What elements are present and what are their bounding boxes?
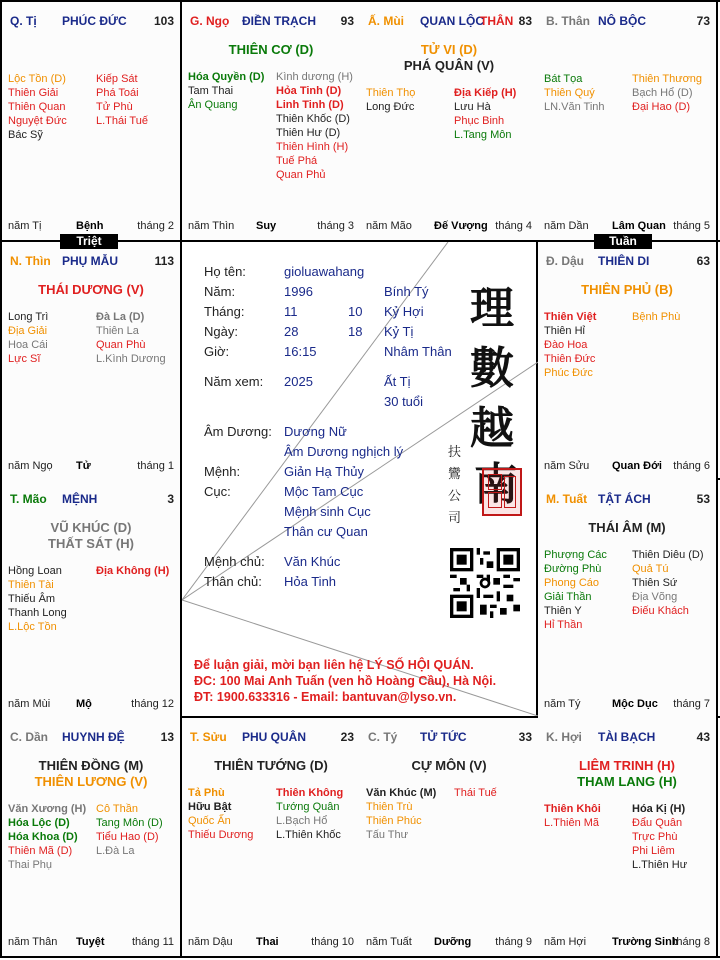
minor-star: L.Thiên Khốc	[276, 829, 341, 841]
palace-stage: Mộ	[76, 698, 92, 710]
minor-star: Hỏa Tinh (D)	[276, 85, 342, 97]
than-chu-label: Thân chủ:	[204, 574, 262, 589]
year-value: 1996	[284, 284, 313, 299]
palace-age: 113	[154, 254, 174, 268]
minor-star: Đại Hao (D)	[632, 101, 691, 113]
minor-star: Địa Võng	[632, 591, 678, 603]
minor-star: Phá Toái	[96, 87, 139, 99]
palace-name: PHÚC ĐỨC	[62, 14, 127, 28]
day-value: 28	[284, 324, 299, 339]
minor-star: Địa Giải	[8, 325, 48, 337]
minor-star: Ân Quang	[188, 99, 238, 111]
minor-star: Đào Hoa	[544, 339, 588, 351]
minor-star: L.Bạch Hổ	[276, 815, 328, 827]
menh-value: Giản Hạ Thủy	[284, 464, 364, 479]
palace-mao[interactable]	[2, 480, 180, 718]
palace-year: năm Thân	[8, 936, 58, 948]
palace-age: 33	[518, 730, 532, 744]
minor-star: Thiên Sứ	[632, 577, 678, 589]
minor-star: Hồng Loan	[8, 565, 62, 577]
minor-stars-right	[96, 72, 180, 128]
palace-ngo[interactable]	[182, 2, 360, 240]
palace-footer	[544, 936, 710, 948]
minor-star: L.Đà La	[96, 845, 135, 857]
palace-stage: Trường Sinh	[612, 936, 679, 948]
palace-position: Đ. Dậu	[546, 254, 585, 268]
palace-dan[interactable]	[2, 718, 180, 956]
day-can: Kỷ Tị	[384, 324, 414, 339]
minor-star: Tử Phù	[96, 101, 133, 113]
minor-star: Thiên Diêu (D)	[632, 549, 704, 561]
main-star: THÁI ÂM (M)	[588, 520, 666, 535]
palace-age: 93	[340, 14, 354, 28]
minor-star: Thiếu Âm	[8, 593, 56, 605]
minor-star: L.Thiên Hư	[632, 859, 688, 871]
minor-stars-right	[96, 564, 180, 578]
palace-name: MỆNH	[62, 492, 98, 506]
minor-star: Thiên Quan	[8, 101, 66, 113]
palace-ty[interactable]	[360, 718, 538, 956]
palace-stage: Quan Đới	[612, 460, 662, 472]
qr-code-icon[interactable]	[450, 548, 520, 618]
minor-stars-left	[544, 72, 632, 114]
palace-footer	[188, 936, 354, 948]
main-stars	[182, 42, 360, 58]
calligraphy-char: 數	[470, 343, 514, 394]
minor-star: Hóa Quyền (D)	[188, 71, 265, 83]
minor-stars-left	[8, 564, 96, 634]
palace-footer	[544, 698, 710, 710]
minor-star: Quốc Ấn	[188, 815, 231, 827]
main-star: THIÊN PHỦ (B)	[581, 282, 673, 297]
palace-position: C. Dần	[10, 730, 49, 744]
main-stars	[2, 282, 180, 298]
palace-stage: Lâm Quan	[612, 220, 666, 232]
palace-age: 63	[696, 254, 710, 268]
minor-star: Thiên Trù	[366, 801, 413, 813]
palace-position: G. Ngọ	[190, 14, 230, 28]
minor-star: Văn Xương (H)	[8, 803, 87, 815]
minor-stars-right	[454, 786, 538, 800]
palace-age: 43	[696, 730, 710, 744]
minor-star: Quả Tú	[632, 563, 669, 575]
palace-position: T. Sửu	[190, 730, 227, 744]
grid-line	[716, 0, 718, 958]
palace-age: 53	[696, 492, 710, 506]
tuan-tag: Tuần	[594, 234, 652, 249]
palace-hoi[interactable]	[538, 718, 716, 956]
contact-line-2: ĐC: 100 Mai Anh Tuấn (ven hồ Hoàng Cầu), Hà Nội.	[194, 674, 497, 688]
palace-position: Q. Tị	[10, 14, 37, 28]
year-label: Năm:	[204, 284, 236, 299]
palace-footer	[366, 936, 532, 948]
main-star: PHÁ QUÂN (V)	[403, 58, 495, 73]
than-tag: THÂN	[480, 14, 514, 28]
minor-star: Địa Kiếp (H)	[454, 87, 517, 99]
palace-position: T. Mão	[10, 492, 47, 506]
minor-stars-left	[8, 802, 96, 872]
palace-year: năm Dần	[544, 220, 589, 232]
palace-month: tháng 1	[137, 460, 174, 472]
minor-star: Thiên Khôi	[544, 803, 601, 815]
minor-stars-right	[96, 802, 180, 858]
month-label: Tháng:	[204, 304, 245, 319]
minor-star: Phục Binh	[454, 115, 505, 127]
minor-star: Tang Môn (D)	[96, 817, 163, 829]
palace-month: tháng 4	[495, 220, 532, 232]
palace-age: 83	[518, 14, 532, 28]
main-stars	[2, 520, 180, 552]
palace-name: THIÊN DI	[598, 254, 650, 268]
palace-stage: Suy	[256, 220, 277, 232]
minor-star: Bệnh Phù	[632, 311, 681, 323]
minor-star: Phong Cáo	[544, 577, 600, 589]
minor-stars-left	[544, 548, 632, 632]
main-star: THAM LANG (H)	[577, 774, 677, 789]
amduong-label: Âm Dương:	[204, 424, 272, 439]
minor-star: Đà La (D)	[96, 311, 145, 323]
minor-star: Thiếu Dương	[188, 829, 254, 841]
palace-footer	[8, 460, 174, 472]
palace-year: năm Hợi	[544, 936, 587, 948]
minor-star: Phượng Các	[544, 549, 607, 561]
palace-footer	[8, 220, 174, 232]
minor-star: Thiên Hình (H)	[276, 141, 349, 153]
minor-stars-left	[366, 786, 454, 842]
palace-suu[interactable]	[182, 718, 360, 956]
palace-stage: Mộc Dục	[612, 698, 658, 710]
palace-footer	[544, 460, 710, 472]
minor-star: Thiên Mã (D)	[8, 845, 73, 857]
hour-label: Giờ:	[204, 344, 230, 359]
minor-star: L.Thiên Mã	[544, 817, 600, 829]
palace-name: TẬT ÁCH	[598, 492, 651, 506]
minor-star: Quan Phủ	[276, 169, 326, 181]
center-info-panel	[182, 242, 538, 716]
minor-stars-left	[8, 310, 96, 366]
seal-stamp-icon	[482, 468, 522, 516]
minor-star: Hóa Lộc (D)	[8, 817, 70, 829]
minor-star: Thiên Phúc	[366, 815, 422, 827]
main-star: THIÊN TƯỚNG (D)	[214, 758, 328, 773]
menh-chu-label: Mệnh chủ:	[204, 554, 265, 569]
palace-month: tháng 6	[673, 460, 710, 472]
palace-year: năm Tuất	[366, 936, 412, 948]
minor-star: LN.Văn Tinh	[544, 101, 605, 113]
main-star: VŨ KHÚC (D)	[50, 520, 132, 535]
palace-name: PHỤ MẪU	[62, 254, 118, 268]
palace-stage: Đế Vượng	[434, 220, 488, 232]
cuc-value: Mộc Tam Cục	[284, 484, 364, 499]
minor-star: Linh Tinh (D)	[276, 99, 344, 111]
minor-star: Điếu Khách	[632, 605, 689, 617]
menh-label: Mệnh:	[204, 464, 241, 479]
main-stars	[538, 520, 716, 536]
minor-star: Lộc Tồn (D)	[8, 73, 66, 85]
palace-month: tháng 5	[673, 220, 710, 232]
palace-year: năm Tý	[544, 698, 581, 710]
palace-footer	[8, 698, 174, 710]
main-star: LIÊM TRINH (H)	[578, 758, 676, 773]
palace-stage: Thai	[256, 936, 279, 948]
palace-name: NÔ BỘC	[598, 14, 646, 28]
minor-star: Kình dương (H)	[276, 71, 353, 83]
minor-star: Thiên Thọ	[366, 87, 416, 99]
minor-star: Thanh Long	[8, 607, 67, 619]
contact-line-3[interactable]: ĐT: 1900.633316 - Email: bantuvan@lyso.vn.	[194, 690, 457, 704]
palace-position: N. Thìn	[10, 254, 51, 268]
minor-star: Tiểu Hao (D)	[96, 831, 159, 843]
minor-star: Thiên Không	[276, 787, 344, 799]
main-stars	[360, 758, 538, 774]
name-label: Họ tên:	[204, 264, 246, 279]
palace-footer	[366, 220, 532, 232]
palace-year: năm Thìn	[188, 220, 235, 232]
calligraphy-small: 扶 鸞 公 司	[448, 445, 462, 526]
calligraphy-char: 越	[470, 403, 514, 454]
main-stars	[2, 758, 180, 790]
main-stars	[182, 758, 360, 774]
minor-star: Hóa Khoa (D)	[8, 831, 78, 843]
month-lunar: 10	[348, 304, 363, 319]
minor-star: L.Lộc Tồn	[8, 621, 57, 633]
minor-star: L.Tang Môn	[454, 129, 512, 141]
palace-month: tháng 11	[131, 936, 174, 948]
minor-star: Quan Phù	[96, 339, 146, 351]
palace-position: C. Tý	[368, 730, 398, 744]
minor-star: Thiên Thương	[632, 73, 703, 85]
minor-star: Tướng Quân	[276, 801, 340, 813]
palace-name: PHU QUÂN	[242, 730, 307, 744]
minor-star: Thiên Giải	[8, 87, 59, 99]
palace-age: 73	[696, 14, 710, 28]
palace-than[interactable]	[538, 2, 716, 240]
main-stars	[538, 758, 716, 790]
minor-star: Phúc Đức	[544, 367, 593, 379]
palace-name: TỬ TỨC	[420, 730, 467, 744]
main-star: THIÊN CƠ (D)	[228, 42, 314, 57]
minor-stars-left	[8, 72, 96, 142]
minor-star: Hỉ Thần	[544, 619, 583, 631]
main-stars	[360, 42, 538, 74]
minor-star: Hữu Bật	[188, 801, 232, 813]
minor-star: Thiên La	[96, 325, 139, 337]
than-chu-value: Hỏa Tinh	[284, 574, 337, 589]
palace-name: TÀI BẠCH	[598, 730, 656, 744]
palace-age: 103	[153, 14, 174, 28]
main-star: TỬ VI (D)	[420, 42, 478, 57]
palace-year: năm Dậu	[188, 936, 233, 948]
minor-star: Giải Thần	[544, 591, 592, 603]
main-star: CỰ MÔN (V)	[411, 758, 487, 773]
palace-name: HUYNH ĐỆ	[62, 730, 125, 744]
minor-stars-right	[96, 310, 180, 366]
hour-can: Nhâm Thân	[384, 344, 452, 359]
view-year-can: Ất Tị	[384, 374, 411, 389]
palace-dau[interactable]	[538, 242, 716, 480]
minor-star: L.Kình Dương	[96, 353, 166, 365]
minor-star: Nguyệt Đức	[8, 115, 67, 127]
minor-star: Thiên Việt	[544, 311, 597, 323]
minor-stars-left	[544, 802, 632, 830]
minor-stars-left	[188, 70, 276, 112]
name-value: gioluawahang	[284, 264, 365, 279]
minor-stars-right	[276, 70, 360, 182]
minor-stars-right	[632, 802, 716, 872]
hour-value: 16:15	[284, 344, 317, 359]
palace-name: QUAN LỘC	[420, 14, 484, 28]
minor-stars-left	[544, 310, 632, 380]
menh-chu-value: Văn Khúc	[284, 554, 341, 569]
palace-position: B. Thân	[546, 14, 590, 28]
minor-stars-left	[366, 86, 454, 114]
triet-tag: Triệt	[60, 234, 118, 249]
palace-tuat[interactable]	[538, 480, 716, 718]
amduong-value: Dương Nữ	[284, 424, 347, 439]
minor-star: Đẩu Quân	[632, 817, 683, 829]
minor-star: Thiên Khốc (D)	[276, 113, 350, 125]
palace-stage: Bệnh	[76, 220, 104, 232]
minor-star: Tả Phù	[188, 787, 225, 799]
palace-month: tháng 3	[317, 220, 354, 232]
minor-stars-right	[632, 548, 716, 618]
amduong-note: Âm Dương nghịch lý	[284, 444, 404, 459]
month-can: Kỷ Hợi	[384, 304, 424, 319]
minor-star: Long Đức	[366, 101, 415, 113]
than-cu-note: Thân cư Quan	[284, 524, 368, 539]
palace-stage: Tử	[76, 460, 91, 472]
minor-star: Bác Sỹ	[8, 129, 43, 141]
palace-footer	[8, 936, 174, 948]
palace-footer	[544, 220, 710, 232]
minor-star: Thiên Đức	[544, 353, 596, 365]
minor-star: Long Trì	[8, 311, 49, 323]
minor-star: Hóa Kị (H)	[632, 803, 686, 815]
palace-month: tháng 12	[131, 698, 174, 710]
palace-month: tháng 7	[673, 698, 710, 710]
minor-star: Lưu Hà	[454, 101, 491, 113]
palace-footer	[188, 220, 354, 232]
contact-line-1: Để luận giải, mời bạn liên hệ LÝ SỐ HỘI QUÁN.	[194, 658, 474, 672]
palace-mui[interactable]	[360, 2, 538, 240]
palace-month: tháng 10	[311, 936, 354, 948]
view-year-label: Năm xem:	[204, 374, 264, 389]
palace-stage: Tuyệt	[76, 936, 105, 948]
palace-year: năm Mùi	[8, 698, 51, 710]
palace-year: năm Ngọ	[8, 460, 53, 472]
palace-position: K. Hợi	[546, 730, 582, 744]
palace-age: 13	[160, 730, 174, 744]
cuc-note: Mệnh sinh Cục	[284, 504, 371, 519]
palace-age: 3	[167, 492, 174, 506]
main-stars	[538, 282, 716, 298]
view-year-value: 2025	[284, 374, 313, 389]
minor-stars-right	[276, 786, 360, 842]
cuc-label: Cục:	[204, 484, 231, 499]
minor-star: Cô Thần	[96, 803, 138, 815]
minor-star: Bạch Hổ (D)	[632, 87, 693, 99]
minor-star: Kiếp Sát	[96, 73, 138, 85]
minor-star: Thiên Tài	[8, 579, 54, 591]
minor-star: Thiên Hỉ	[544, 325, 585, 337]
minor-star: Địa Không (H)	[96, 565, 170, 577]
main-star: THÁI DƯƠNG (V)	[38, 282, 144, 297]
month-value: 11	[284, 304, 298, 319]
minor-stars-left	[188, 786, 276, 842]
day-lunar: 18	[348, 324, 363, 339]
calligraphy-char: 南	[474, 459, 518, 510]
palace-year: năm Mão	[366, 220, 412, 232]
view-age: 30 tuổi	[384, 394, 424, 409]
minor-star: Tấu Thư	[366, 829, 409, 841]
palace-position: M. Tuất	[546, 492, 588, 506]
minor-star: Phi Liêm	[632, 845, 675, 857]
palace-name: ĐIỀN TRẠCH	[242, 14, 316, 28]
minor-star: Hoa Cái	[8, 339, 48, 351]
minor-star: Thiên Hư (D)	[276, 127, 341, 139]
palace-position: Ấ. Mùi	[368, 14, 404, 28]
minor-star: Thiên Y	[544, 605, 582, 617]
main-star: THẤT SÁT (H)	[48, 536, 134, 551]
minor-star: Thiên Quý	[544, 87, 595, 99]
minor-star: Lực Sĩ	[8, 353, 41, 365]
minor-stars-right	[632, 72, 716, 114]
minor-star: Trực Phù	[632, 831, 678, 843]
palace-year: năm Tị	[8, 220, 42, 232]
palace-year: năm Sửu	[544, 460, 590, 472]
palace-month: tháng 2	[137, 220, 174, 232]
palace-month: tháng 9	[495, 936, 532, 948]
minor-star: Đường Phù	[544, 563, 602, 575]
palace-age: 23	[340, 730, 354, 744]
palace-thin[interactable]	[2, 242, 180, 480]
minor-star: Bát Tọa	[544, 73, 583, 85]
main-star: THIÊN ĐỒNG (M)	[38, 758, 144, 773]
day-label: Ngày:	[204, 324, 238, 339]
minor-star: Tam Thai	[188, 85, 234, 97]
grid-line	[0, 956, 720, 958]
minor-stars-right	[454, 86, 538, 142]
minor-star: Thái Tuế	[454, 787, 497, 799]
calligraphy-char: 理	[470, 283, 514, 334]
minor-star: Văn Khúc (M)	[366, 787, 437, 799]
palace-ti[interactable]	[2, 2, 180, 240]
palace-stage: Dưỡng	[434, 936, 472, 948]
year-can: Bính Tý	[384, 284, 429, 299]
palace-month: tháng 8	[673, 936, 710, 948]
minor-star: L.Thái Tuế	[96, 115, 148, 127]
minor-star: Tuế Phá	[276, 155, 318, 167]
main-star: THIÊN LƯƠNG (V)	[34, 774, 148, 789]
minor-stars-right	[632, 310, 716, 324]
minor-star: Thai Phụ	[8, 859, 53, 871]
